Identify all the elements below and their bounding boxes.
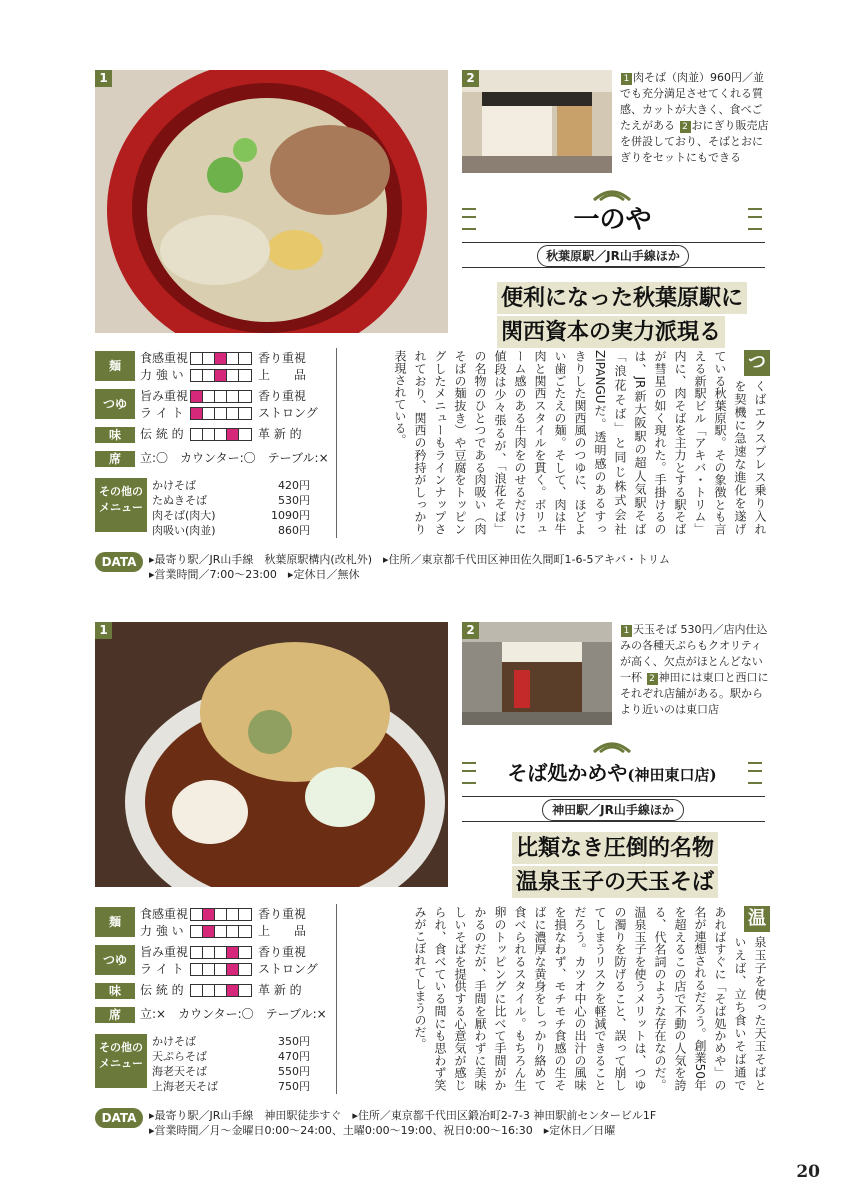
rating-left: 力 強 い (140, 924, 184, 938)
shop-1-body-text: くばエクスプレス乗り入れを契機に急速な進化を遂げている秋葉原駅。その象徴とも言える新駅ビル「アキバ・トリム」内に、肉そばを主力とする駅そばが彗星の如く現れた。手掛けるのは、JR新大阪駅の超人気駅そば「浪花そば」と同じ株式会社ZIPANGUだ。透明感のあるすっきりした関西風のつゆに、ほどよい歯ごたえの麺。そして、肉は牛肉と関西スタイルを貫く。ボリューム感のある牛肉をのせるだけに値段は少々張るが、「浪花そば」の名物のひとつである肉吸い（肉そばの麺抜き）や豆腐をトッピングしたメニューもラインナップされており、関西の矜持がしっかり表現されている。 (393, 350, 767, 535)
rating-cell (203, 391, 215, 402)
title-deco-right (748, 208, 762, 230)
seat-info: 立:〇 カウンター:〇 テーブル:× (140, 451, 329, 465)
photo-number: 2 (462, 70, 479, 87)
rating-row (140, 924, 306, 939)
rating-cell (215, 947, 227, 958)
photo-number: 1 (95, 622, 112, 639)
rating-label: 麺 (95, 907, 135, 937)
rating-cell (227, 391, 239, 402)
rating-group-taste (95, 980, 335, 1004)
shop-2-headline-line1: 比類なき圧倒的名物 (512, 832, 718, 864)
shop-1-name: 一のや (573, 205, 652, 235)
rating-group-soup (95, 942, 335, 980)
rating-cell (203, 429, 215, 440)
rating-cell (203, 353, 215, 364)
rating-right: 香り重視 (258, 351, 307, 365)
rating-cell (239, 964, 251, 975)
title-deco-left (462, 208, 476, 230)
menu-label: その他のメニュー (95, 1034, 147, 1088)
rating-cell (191, 370, 203, 381)
wave-emblem-icon (592, 738, 632, 754)
shop-2-photo-storefront (462, 622, 612, 725)
rating-cell (215, 408, 227, 419)
menu-item-price: 350円 (278, 1035, 310, 1048)
rating-cell (239, 947, 251, 958)
rating-group-noodle (95, 348, 335, 386)
rating-label: 席 (95, 451, 135, 467)
rating-group-taste (95, 424, 335, 448)
rating-cell (227, 353, 239, 364)
data-line-2: ▸営業時間／月〜金曜日0:00〜24:00、土曜0:00〜19:00、祝日0:00〜16:30 ▸定休日／日曜 (149, 1124, 616, 1137)
rating-left: 旨み重視 (140, 389, 189, 403)
rating-group-seats (95, 448, 335, 472)
rating-bar (190, 984, 252, 997)
shop-2-station-bar (462, 796, 765, 822)
rating-right: 香り重視 (258, 389, 307, 403)
rating-cell (239, 429, 251, 440)
data-line-1: ▸最寄り駅／JR山手線 神田駅徒歩すぐ ▸住所／東京都千代田区鍛冶町2-7-3 神田駅前センタービル1F (149, 1109, 657, 1122)
rating-cell (239, 391, 251, 402)
shop-1-photo-soba (95, 70, 448, 333)
rating-cell (203, 947, 215, 958)
data-text (149, 1108, 769, 1138)
rating-bar (190, 407, 252, 420)
rating-right: 革 新 的 (258, 983, 302, 997)
rating-right: 香り重視 (258, 907, 307, 921)
shop-2-ratings (95, 904, 335, 1028)
rating-row (140, 907, 306, 922)
rating-cell (203, 926, 215, 937)
data-line-1: ▸最寄り駅／JR山手線 秋葉原駅構内(改札外) ▸住所／東京都千代田区神田佐久間町1-6-5アキバ・トリム (149, 553, 671, 566)
data-line-2: ▸営業時間／7:00〜23:00 ▸定休日／無休 (149, 568, 360, 581)
rating-cell (191, 408, 203, 419)
rating-cell (215, 353, 227, 364)
caption-number-2: 2 (680, 121, 691, 133)
shop-2-photo-soba (95, 622, 448, 887)
rating-cell (227, 370, 239, 381)
menu-label: その他のメニュー (95, 478, 147, 532)
shop-2-body-text: 泉玉子を使った天玉そばといえば、立ち食いそば通であればすぐに「そば処かめや」の名が連想されるだろう。創業50年を超えるこの店で不動の人気を誇る、代名詞のような存在なのだ。温泉玉子を使うメリットは、つゆの濁りを防げること、誤って崩してしまうリスクを軽減できることだろう。カツオ中心の出汁の風味を損なわず、モチモチ食感の生そばに濃厚な黄身をしっかり絡めて食べられるスタイル。もちろん生卵のトッピングに比べて手間がかかるのだが、手間を厭わずに美味しいそばを提供する心意気が感じられ、食べている間にも思わず笑みがこぼれてしまうのだ。 (413, 906, 767, 1091)
menu-item-name: 海老天そば (152, 1065, 207, 1078)
shop-2-caption (620, 622, 770, 718)
menu-item-price: 750円 (278, 1080, 310, 1093)
rating-cell (227, 926, 239, 937)
menu-item (152, 478, 310, 493)
rating-bar (190, 946, 252, 959)
rating-cell (203, 985, 215, 996)
rating-cell (215, 391, 227, 402)
rating-group-seats (95, 1004, 335, 1028)
menu-item (152, 508, 310, 523)
rating-label: つゆ (95, 945, 135, 975)
rating-left: 食感重視 (140, 907, 189, 921)
shop-1-headline-line1: 便利になった秋葉原駅に (497, 282, 747, 314)
rating-right: 革 新 的 (258, 427, 302, 441)
caption-text-2: おにぎり販売店を併設しており、そばとおにぎりをセットにもできる (620, 119, 769, 164)
rating-cell (191, 947, 203, 958)
shop-1-soba-bowl-image (95, 70, 448, 333)
shop-2-name: そば処かめや (507, 761, 628, 785)
rating-bar (190, 925, 252, 938)
rating-bar (190, 390, 252, 403)
rating-cell (215, 370, 227, 381)
menu-item-name: かけそば (152, 1035, 196, 1048)
rating-cell (227, 429, 239, 440)
rating-left: ラ イ ト (140, 406, 184, 420)
seat-info: 立:× カウンター:〇 テーブル:× (140, 1007, 327, 1021)
rating-label: 席 (95, 1007, 135, 1023)
rating-cell (215, 964, 227, 975)
rating-cell (239, 353, 251, 364)
menu-item-price: 530円 (278, 494, 310, 507)
rating-row (140, 427, 302, 442)
title-deco-right (748, 762, 762, 784)
rating-cell (191, 391, 203, 402)
rating-row (140, 368, 306, 383)
caption-text-1: 天玉そば 530円／店内仕込みの各種天ぷらもクオリティが高く、欠点がほとんどない一杯 (620, 623, 768, 684)
shop-2-initial-badge: 温 (744, 906, 770, 932)
rating-cell (227, 964, 239, 975)
photo-number: 1 (95, 70, 112, 87)
rating-group-soup (95, 386, 335, 424)
rating-cell (239, 909, 251, 920)
caption-number-1: 1 (621, 73, 632, 85)
menu-item-price: 1090円 (271, 509, 310, 522)
rating-row (140, 962, 318, 977)
data-text (149, 552, 769, 582)
shop-1-body (350, 350, 770, 535)
rating-label: 麺 (95, 351, 135, 381)
menu-item (152, 523, 310, 538)
rating-cell (203, 408, 215, 419)
menu-item (152, 493, 310, 508)
shop-1-storefront-image (462, 70, 612, 173)
rating-label: つゆ (95, 389, 135, 419)
rating-left: 食感重視 (140, 351, 189, 365)
shop-2-divider (336, 904, 337, 1094)
shop-1-headline (497, 282, 767, 350)
shop-2-headline-line2: 温泉玉子の天玉そば (512, 866, 718, 898)
rating-row (140, 351, 306, 366)
rating-cell (227, 985, 239, 996)
rating-cell (239, 985, 251, 996)
rating-cell (239, 408, 251, 419)
rating-left: ラ イ ト (140, 962, 184, 976)
menu-item-price: 470円 (278, 1050, 310, 1063)
shop-2-storefront-image (462, 622, 612, 725)
rating-left: 力 強 い (140, 368, 184, 382)
data-badge: DATA (95, 552, 143, 572)
rating-cell (227, 909, 239, 920)
rating-cell (191, 985, 203, 996)
rating-cell (227, 408, 239, 419)
rating-right: 上 品 (258, 368, 307, 382)
rating-cell (215, 985, 227, 996)
rating-bar (190, 369, 252, 382)
menu-item-name: かけそば (152, 479, 196, 492)
data-badge: DATA (95, 1108, 143, 1128)
shop-1-ratings (95, 348, 335, 472)
rating-bar (190, 428, 252, 441)
rating-label: 味 (95, 983, 135, 999)
rating-cell (203, 909, 215, 920)
shop-1-headline-line2: 関西資本の実力派現る (497, 316, 725, 348)
rating-cell (191, 909, 203, 920)
caption-number-2: 2 (647, 673, 658, 685)
shop-2-name-note: (神田東口店) (627, 766, 717, 784)
shop-2-title (478, 755, 746, 793)
shop-2-body (350, 906, 770, 1091)
rating-bar (190, 908, 252, 921)
shop-1-initial-badge: つ (744, 350, 770, 376)
menu-item-name: 肉吸い(肉並) (152, 524, 216, 537)
rating-left: 伝 統 的 (140, 427, 184, 441)
photo-number: 2 (462, 622, 479, 639)
rating-cell (191, 353, 203, 364)
shop-2-soba-bowl-image (95, 622, 448, 887)
rating-cell (215, 909, 227, 920)
menu-item-name: たぬきそば (152, 494, 207, 507)
shop-2-station-pill: 神田駅／JR山手線ほか (542, 799, 684, 821)
rating-cell (191, 964, 203, 975)
rating-cell (215, 926, 227, 937)
title-deco-left (462, 762, 476, 784)
rating-right: ストロング (258, 406, 318, 420)
rating-row (140, 389, 306, 404)
caption-text-1: 肉そば（肉並）960円／並でも充分満足させてくれる質感、カットが大きく、食べごたえがある (620, 71, 764, 132)
rating-right: 上 品 (258, 924, 307, 938)
menu-item-name: 天ぷらそば (152, 1050, 207, 1063)
rating-group-noodle (95, 904, 335, 942)
caption-number-1: 1 (621, 625, 632, 637)
rating-cell (191, 926, 203, 937)
rating-row (140, 983, 302, 998)
rating-right: ストロング (258, 962, 318, 976)
shop-1-title (480, 200, 745, 240)
shop-1-divider (336, 348, 337, 538)
page-number: 20 (796, 1162, 820, 1182)
rating-label: 味 (95, 427, 135, 443)
menu-item-name: 上海老天そば (152, 1080, 218, 1093)
rating-row (140, 945, 306, 960)
menu-list (152, 478, 310, 538)
caption-text-2: 神田には東口と西口にそれぞれ店舗がある。駅からより近いのは東口店 (620, 671, 769, 716)
rating-left: 旨み重視 (140, 945, 189, 959)
rating-left: 伝 統 的 (140, 983, 184, 997)
rating-cell (191, 429, 203, 440)
rating-cell (215, 429, 227, 440)
menu-item (152, 1079, 310, 1094)
rating-row (140, 406, 318, 421)
menu-item (152, 1064, 310, 1079)
menu-item (152, 1034, 310, 1049)
shop-section-2 (0, 600, 850, 1160)
shop-2-headline (512, 832, 772, 900)
menu-item-price: 420円 (278, 479, 310, 492)
menu-item-price: 550円 (278, 1065, 310, 1078)
rating-cell (203, 964, 215, 975)
rating-bar (190, 963, 252, 976)
rating-cell (239, 926, 251, 937)
rating-cell (203, 370, 215, 381)
menu-item-price: 860円 (278, 524, 310, 537)
shop-1-station-bar (462, 242, 765, 268)
menu-item (152, 1049, 310, 1064)
shop-1-station-pill: 秋葉原駅／JR山手線ほか (537, 245, 689, 267)
menu-item-name: 肉そば(肉大) (152, 509, 216, 522)
rating-bar (190, 352, 252, 365)
rating-cell (227, 947, 239, 958)
shop-1-caption (620, 70, 770, 166)
rating-right: 香り重視 (258, 945, 307, 959)
rating-cell (239, 370, 251, 381)
menu-list (152, 1034, 310, 1094)
shop-1-photo-storefront (462, 70, 612, 173)
